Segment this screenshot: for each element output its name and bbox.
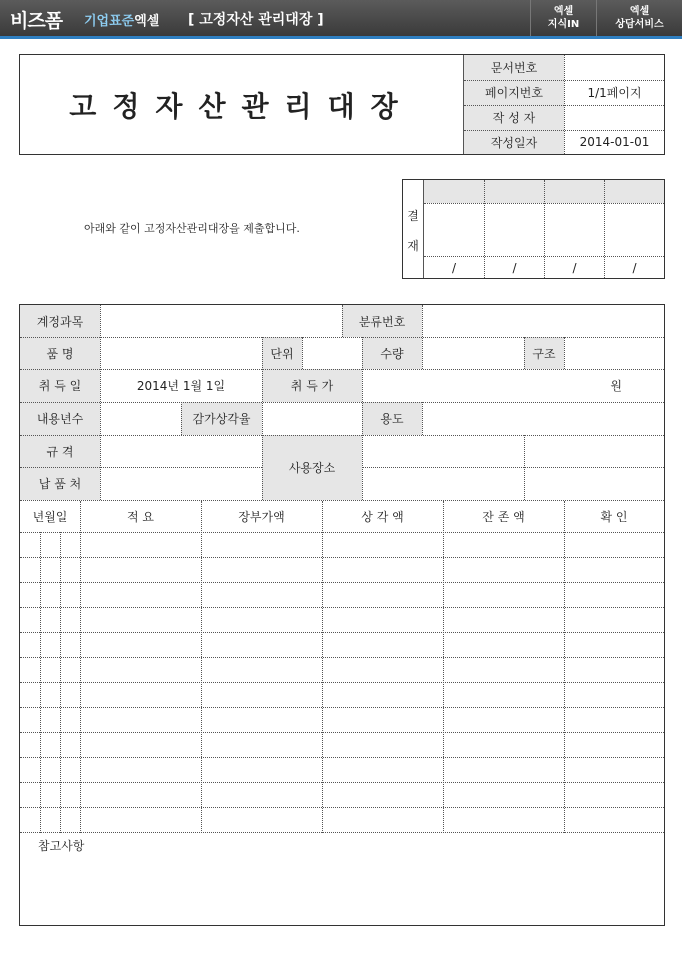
approval-label-1: 결 [407, 208, 419, 223]
use-value[interactable] [422, 402, 664, 435]
place-label: 사용장소 [262, 435, 362, 500]
header-accent-line [0, 36, 682, 39]
table-row[interactable] [20, 732, 664, 733]
btn2-line2: 상담서비스 [615, 19, 664, 30]
approval-date-4[interactable]: / [632, 260, 637, 275]
table-row[interactable] [20, 832, 664, 833]
page-title: 고정자산관리대장 [69, 89, 414, 123]
ledger-vline-3 [322, 501, 323, 833]
approval-label-2: 재 [407, 238, 419, 253]
class-no-label: 분류번호 [342, 305, 422, 337]
life-label: 내용년수 [20, 402, 100, 435]
excel-consult-button[interactable] [596, 0, 682, 36]
approval-date-2[interactable]: / [512, 260, 517, 275]
ledger-header-depreciation: 상 각 액 [361, 510, 404, 524]
vline-f [362, 337, 363, 500]
vline-e [302, 337, 303, 369]
submission-statement: 아래와 같이 고정자산관리대장을 제출합니다. [84, 222, 300, 235]
item-value[interactable] [100, 337, 262, 369]
ledger-header-date: 년월일 [32, 510, 68, 524]
bizform-logo[interactable]: 비즈폼 [10, 10, 63, 32]
ledger-header-summary: 적 요 [127, 510, 154, 524]
info-hline-1 [464, 80, 664, 81]
info-hline-2 [464, 105, 664, 106]
hline-1 [20, 337, 664, 338]
vline-d [262, 337, 263, 500]
item-label: 품 명 [20, 337, 100, 369]
btn1-line1: 엑셀 [553, 6, 574, 17]
ledger-header-line [20, 532, 664, 533]
table-row[interactable] [20, 757, 664, 758]
unit-value[interactable] [302, 337, 362, 369]
ledger-vline-1 [80, 501, 81, 833]
author-label: 작 성 자 [464, 105, 564, 130]
acq-price-label: 취 득 가 [262, 369, 362, 402]
table-row[interactable] [20, 607, 664, 608]
page-no-value[interactable]: 1/1페이지 [587, 86, 642, 100]
header-doc-title: [ 고정자산 관리대장 ] [188, 12, 324, 28]
btn1-line2: 지식IN [547, 19, 580, 30]
top-bar [0, 0, 682, 36]
dep-rate-label: 감가상각율 [181, 402, 262, 435]
hline-5b [362, 467, 664, 468]
hline-3 [20, 402, 664, 403]
brand-name [84, 10, 159, 29]
table-row[interactable] [20, 582, 664, 583]
notes-label: 참고사항 [38, 838, 85, 853]
spec-label: 규 격 [20, 435, 100, 467]
doc-no-label: 문서번호 [464, 55, 564, 80]
struct-label: 구조 [524, 337, 564, 369]
account-label: 계정과목 [20, 305, 100, 337]
acq-date-label: 취 득 일 [20, 369, 100, 402]
hline-5a [20, 467, 262, 468]
supplier-label: 납 품 처 [20, 467, 100, 500]
table-row[interactable] [20, 682, 664, 683]
unit-label: 단위 [262, 337, 302, 369]
doc-no-value[interactable] [565, 55, 664, 80]
acq-price-unit: 원 [610, 379, 622, 393]
table-row[interactable] [20, 807, 664, 808]
ledger-vline-2 [201, 501, 202, 833]
table-row[interactable] [20, 557, 664, 558]
info-hline-3 [464, 130, 664, 131]
hline-4 [20, 435, 664, 436]
approval-date-3[interactable]: / [572, 260, 577, 275]
table-row[interactable] [20, 657, 664, 658]
date-value[interactable]: 2014-01-01 [579, 135, 650, 149]
ledger-header-residual: 잔 존 액 [482, 510, 525, 524]
ledger-header-book-value: 장부가액 [238, 510, 285, 524]
vline-g [524, 337, 525, 369]
table-row[interactable] [20, 632, 664, 633]
vline-k [524, 435, 525, 500]
ledger-vline-y [40, 532, 41, 833]
life-value[interactable] [100, 402, 181, 435]
vline-c [422, 305, 423, 369]
table-row[interactable] [20, 707, 664, 708]
struct-value[interactable] [564, 337, 664, 369]
author-value[interactable] [565, 105, 664, 130]
ledger-vline-4 [443, 501, 444, 833]
class-no-value[interactable] [422, 305, 664, 337]
vline-b [342, 305, 343, 337]
vline-h [564, 337, 565, 369]
hline-2 [20, 369, 664, 370]
notes-area[interactable] [20, 855, 664, 925]
brand-white: 엑셀 [134, 14, 160, 29]
use-label: 용도 [362, 402, 422, 435]
ledger-vline-m [60, 532, 61, 833]
vline-a [100, 305, 101, 500]
ledger-header-confirm: 확 인 [600, 510, 628, 524]
date-label: 작성일자 [464, 130, 564, 154]
dep-rate-value[interactable] [262, 402, 362, 435]
btn2-line1: 엑셀 [629, 6, 650, 17]
page-no-label: 페이지번호 [464, 80, 564, 105]
ledger-vline-5 [564, 501, 565, 833]
excel-knowledge-button[interactable] [530, 0, 596, 36]
asset-form [19, 304, 665, 926]
acq-date-value[interactable]: 2014년 1월 1일 [136, 379, 226, 393]
title-block [19, 54, 665, 155]
approval-box [402, 179, 665, 279]
account-value[interactable] [100, 305, 342, 337]
vline-j [422, 402, 423, 435]
brand-blue: 기업표준 [84, 14, 135, 29]
table-row[interactable] [20, 782, 664, 783]
approval-date-1[interactable]: / [451, 260, 457, 275]
vline-i [181, 402, 182, 435]
qty-label: 수량 [362, 337, 422, 369]
qty-value[interactable] [422, 337, 524, 369]
